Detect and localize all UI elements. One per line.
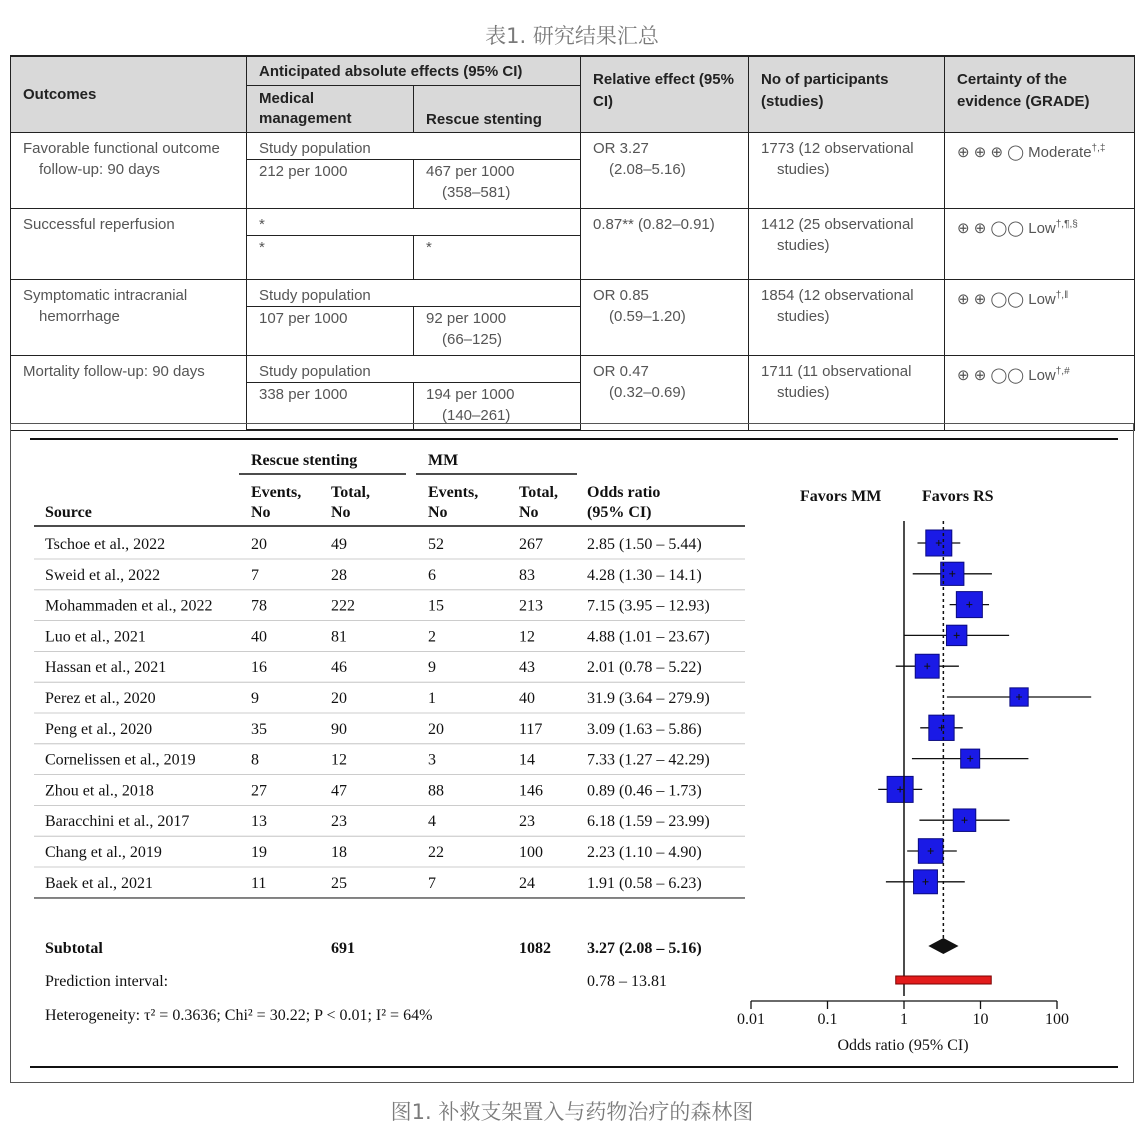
relative-effect-cell xyxy=(581,279,749,355)
study-population-cell xyxy=(247,208,581,235)
study-source: Perez et al., 2020 xyxy=(45,690,156,707)
study-or-text: 3.09 (1.63 – 5.86) xyxy=(587,720,702,738)
x-tick-label: 10 xyxy=(972,1011,989,1028)
rescue-stenting-ci: (358–581) xyxy=(442,183,511,201)
outcome-cell xyxy=(11,279,247,355)
study-rs-total: 49 xyxy=(331,536,347,553)
study-mm-total: 24 xyxy=(519,874,535,892)
header-outcomes: Outcomes xyxy=(11,56,247,132)
header-rs-events-unit: No xyxy=(251,504,271,521)
relative-effect: OR 0.47 xyxy=(593,362,649,380)
relative-effect: 0.87** (0.82–0.91) xyxy=(593,215,715,233)
study-population: Study population xyxy=(259,362,371,380)
study-rs-events: 7 xyxy=(251,566,259,584)
subtotal-rs-total: 691 xyxy=(331,940,355,957)
relative-effect-ci: (0.32–0.69) xyxy=(609,383,686,401)
study-rs-total: 222 xyxy=(331,597,355,615)
study-rs-events: 13 xyxy=(251,813,267,831)
medical-management-value: * xyxy=(259,238,265,256)
study-or-text: 1.91 (0.58 – 6.23) xyxy=(587,874,702,892)
study-rs-events: 9 xyxy=(251,690,259,707)
study-source: Zhou et al., 2018 xyxy=(45,782,154,800)
study-population: Study population xyxy=(259,286,371,304)
outcome-name: Symptomatic intracranial xyxy=(23,286,188,304)
study-rs-events: 78 xyxy=(251,597,267,615)
x-tick-label: 0.1 xyxy=(817,1011,838,1028)
grade-row xyxy=(11,355,1135,382)
study-rs-total: 18 xyxy=(331,844,347,861)
outcome-name: Mortality follow-up: 90 days xyxy=(23,362,205,380)
study-rs-total: 81 xyxy=(331,628,347,646)
plot-area xyxy=(737,521,1091,1028)
study-mm-events: 22 xyxy=(428,844,444,861)
relative-effect-ci: (2.08–5.16) xyxy=(609,160,686,178)
medical-management-cell xyxy=(247,235,414,279)
study-source: Sweid et al., 2022 xyxy=(45,566,161,584)
participants-studies: studies) xyxy=(777,383,830,401)
study-source: Hassan et al., 2021 xyxy=(45,659,167,677)
study-mm-events: 7 xyxy=(428,874,436,892)
study-source: Peng et al., 2020 xyxy=(45,720,153,738)
study-mm-total: 40 xyxy=(519,690,535,707)
rescue-stenting-value: * xyxy=(426,238,432,256)
subtotal-label: Subtotal xyxy=(45,940,103,957)
relative-effect-ci xyxy=(593,237,609,254)
favors-rs-label: Favors RS xyxy=(922,488,994,505)
study-mm-total: 23 xyxy=(519,813,535,831)
study-source: Tschoe et al., 2022 xyxy=(45,536,166,553)
study-mm-events: 2 xyxy=(428,628,436,646)
study-mm-total: 14 xyxy=(519,751,535,769)
header-rescue-group: Rescue stenting xyxy=(251,452,358,469)
certainty-cell xyxy=(945,279,1135,355)
study-mm-total: 213 xyxy=(519,597,543,615)
study-population-cell xyxy=(247,132,581,159)
participants-count: 1773 (12 observational xyxy=(761,139,914,157)
rescue-stenting-cell xyxy=(414,235,581,279)
participants-cell xyxy=(749,132,945,208)
header-participants: No of participants (studies) xyxy=(749,56,945,132)
certainty-footnotes: †,# xyxy=(1055,365,1070,377)
study-rs-events: 35 xyxy=(251,720,267,738)
x-tick-label: 100 xyxy=(1045,1011,1069,1028)
study-mm-events: 1 xyxy=(428,690,436,707)
outcome-cell xyxy=(11,132,247,208)
rescue-stenting-value: 92 per 1000 xyxy=(426,309,507,327)
study-mm-events: 3 xyxy=(428,751,436,769)
header-mm-total: Total, xyxy=(519,484,558,501)
rescue-stenting-value: 467 per 1000 xyxy=(426,162,515,180)
medical-management-value: 107 per 1000 xyxy=(259,309,348,327)
subtotal-or: 3.27 (2.08 – 5.16) xyxy=(587,940,702,957)
participants-cell xyxy=(749,279,945,355)
participants-cell xyxy=(749,355,945,430)
medical-management-cell xyxy=(247,159,414,208)
study-or-text: 6.18 (1.59 – 23.99) xyxy=(587,813,710,831)
study-rs-events: 19 xyxy=(251,844,267,861)
header-odds-ratio: Odds ratio xyxy=(587,484,661,501)
header-rs-total: Total, xyxy=(331,484,370,501)
study-or-text: 2.01 (0.78 – 5.22) xyxy=(587,659,702,677)
study-mm-events: 15 xyxy=(428,597,444,615)
study-rs-total: 25 xyxy=(331,874,347,892)
study-or-text: 2.85 (1.50 – 5.44) xyxy=(587,536,702,553)
medical-management-value: 212 per 1000 xyxy=(259,162,348,180)
study-mm-events: 4 xyxy=(428,813,436,831)
certainty-cell xyxy=(945,355,1135,430)
relative-effect-cell xyxy=(581,355,749,430)
study-rs-total: 20 xyxy=(331,690,347,707)
study-source: Chang et al., 2019 xyxy=(45,844,162,861)
rescue-stenting-cell xyxy=(414,159,581,208)
study-mm-events: 6 xyxy=(428,566,436,584)
study-source: Baek et al., 2021 xyxy=(45,874,153,892)
grade-row xyxy=(11,208,1135,235)
prediction-value: 0.78 – 13.81 xyxy=(587,973,667,990)
study-rs-total: 12 xyxy=(331,751,347,769)
participants-studies: studies) xyxy=(777,307,830,325)
study-rs-events: 11 xyxy=(251,874,267,892)
header-mm-group: MM xyxy=(428,452,459,469)
table-caption: 表1. 研究结果汇总 xyxy=(485,24,659,48)
pooled-diamond xyxy=(928,938,958,954)
outcome-cell xyxy=(11,355,247,430)
participants-count: 1711 (11 observational xyxy=(761,362,912,380)
study-or-text: 7.15 (3.95 – 12.93) xyxy=(587,597,710,615)
study-population: * xyxy=(259,215,265,233)
rescue-stenting-ci: (140–261) xyxy=(442,406,511,424)
certainty-footnotes: †,‡ xyxy=(1091,142,1106,154)
outcome-followup xyxy=(23,237,39,254)
study-source: Cornelissen et al., 2019 xyxy=(45,751,196,769)
certainty-footnotes: †,‖ xyxy=(1055,289,1069,301)
relative-effect-cell xyxy=(581,208,749,279)
outcome-name: Favorable functional outcome xyxy=(23,139,220,157)
prediction-label: Prediction interval: xyxy=(45,973,169,990)
study-or-text: 7.33 (1.27 – 42.29) xyxy=(587,751,710,769)
figure-caption: 图1. 补救支架置入与药物治疗的森林图 xyxy=(390,1100,754,1124)
outcome-followup: follow-up: 90 days xyxy=(39,160,160,178)
study-rs-events: 16 xyxy=(251,659,267,677)
grade-summary-table xyxy=(10,55,1135,431)
study-rs-total: 23 xyxy=(331,813,347,831)
header-anticipated: Anticipated absolute effects (95% CI) xyxy=(247,56,581,85)
rescue-stenting-value: 194 per 1000 xyxy=(426,385,515,403)
study-mm-total: 146 xyxy=(519,782,543,800)
study-rs-total: 46 xyxy=(331,659,347,677)
header-relative: Relative effect (95% CI) xyxy=(581,56,749,132)
certainty-cell xyxy=(945,208,1135,279)
grade-row xyxy=(11,132,1135,159)
grade-row xyxy=(11,279,1135,306)
forest-plot xyxy=(10,423,1134,1083)
outcome-followup: hemorrhage xyxy=(39,307,120,325)
study-mm-events: 52 xyxy=(428,536,444,553)
header-odds-ratio-ci: (95% CI) xyxy=(587,504,652,521)
header-mm-total-unit: No xyxy=(519,504,539,521)
header-certainty: Certainty of the evidence (GRADE) xyxy=(945,56,1135,132)
certainty-rating: ⊕ ⊕ ◯◯ Low xyxy=(957,219,1056,237)
study-mm-events: 9 xyxy=(428,659,436,677)
subtotal-mm-total: 1082 xyxy=(519,940,551,957)
outcome-followup xyxy=(23,384,39,401)
header-rescue-stenting: Rescue stenting xyxy=(414,85,581,132)
medical-management-cell xyxy=(247,306,414,355)
study-rs-total: 28 xyxy=(331,566,347,584)
header-mm-events-unit: No xyxy=(428,504,448,521)
study-mm-events: 88 xyxy=(428,782,444,800)
rescue-stenting-cell xyxy=(414,306,581,355)
header-mm-events: Events, xyxy=(428,484,479,501)
certainty-cell xyxy=(945,132,1135,208)
outcome-cell xyxy=(11,208,247,279)
study-or-text: 0.89 (0.46 – 1.73) xyxy=(587,782,702,800)
header-rs-events: Events, xyxy=(251,484,302,501)
certainty-rating: ⊕ ⊕ ⊕ ◯ Moderate xyxy=(957,143,1092,161)
rescue-stenting-ci xyxy=(426,260,442,277)
header-rs-total-unit: No xyxy=(331,504,351,521)
x-axis-title: Odds ratio (95% CI) xyxy=(837,1037,969,1054)
outcome-name: Successful reperfusion xyxy=(23,215,175,233)
study-rows xyxy=(34,536,745,898)
study-mm-total: 43 xyxy=(519,659,535,677)
study-source: Luo et al., 2021 xyxy=(45,628,146,646)
participants-studies: studies) xyxy=(777,236,830,254)
header-medical-management: Medical management xyxy=(247,85,414,132)
heterogeneity-stats: Heterogeneity: τ² = 0.3636; Chi² = 30.22; P < 0.01; I² = 64% xyxy=(45,1007,433,1024)
study-mm-events: 20 xyxy=(428,720,444,738)
participants-cell xyxy=(749,208,945,279)
study-rs-events: 20 xyxy=(251,536,267,553)
relative-effect: OR 3.27 xyxy=(593,139,649,157)
study-rs-events: 8 xyxy=(251,751,259,769)
study-mm-total: 100 xyxy=(519,844,543,861)
certainty-rating: ⊕ ⊕ ◯◯ Low xyxy=(957,290,1056,308)
study-or-text: 4.28 (1.30 – 14.1) xyxy=(587,566,702,584)
study-mm-total: 12 xyxy=(519,628,535,646)
participants-count: 1412 (25 observational xyxy=(761,215,914,233)
study-population-cell xyxy=(247,279,581,306)
study-mm-total: 117 xyxy=(519,720,543,738)
x-tick-label: 0.01 xyxy=(737,1011,765,1028)
certainty-footnotes: †,¶,§ xyxy=(1055,218,1078,230)
study-rs-events: 40 xyxy=(251,628,267,646)
relative-effect: OR 0.85 xyxy=(593,286,649,304)
rescue-stenting-ci: (66–125) xyxy=(442,330,503,348)
study-rs-total: 90 xyxy=(331,720,347,738)
study-mm-total: 267 xyxy=(519,536,543,553)
study-rs-events: 27 xyxy=(251,782,267,800)
participants-studies: studies) xyxy=(777,160,830,178)
relative-effect-ci: (0.59–1.20) xyxy=(609,307,686,325)
certainty-rating: ⊕ ⊕ ◯◯ Low xyxy=(957,366,1056,384)
study-or-text: 31.9 (3.64 – 279.9) xyxy=(587,690,710,707)
relative-effect-cell xyxy=(581,132,749,208)
favors-mm-label: Favors MM xyxy=(800,488,882,505)
study-or-text: 2.23 (1.10 – 4.90) xyxy=(587,844,702,861)
study-mm-total: 83 xyxy=(519,566,535,584)
x-tick-label: 1 xyxy=(900,1011,908,1028)
header-source: Source xyxy=(45,504,92,521)
medical-management-value: 338 per 1000 xyxy=(259,385,348,403)
study-rs-total: 47 xyxy=(331,782,347,800)
prediction-interval-bar xyxy=(896,976,991,984)
participants-count: 1854 (12 observational xyxy=(761,286,914,304)
study-source: Baracchini et al., 2017 xyxy=(45,813,190,831)
study-population: Study population xyxy=(259,139,371,157)
study-source: Mohammaden et al., 2022 xyxy=(45,597,213,615)
study-or-text: 4.88 (1.01 – 23.67) xyxy=(587,628,710,646)
study-population-cell xyxy=(247,355,581,382)
